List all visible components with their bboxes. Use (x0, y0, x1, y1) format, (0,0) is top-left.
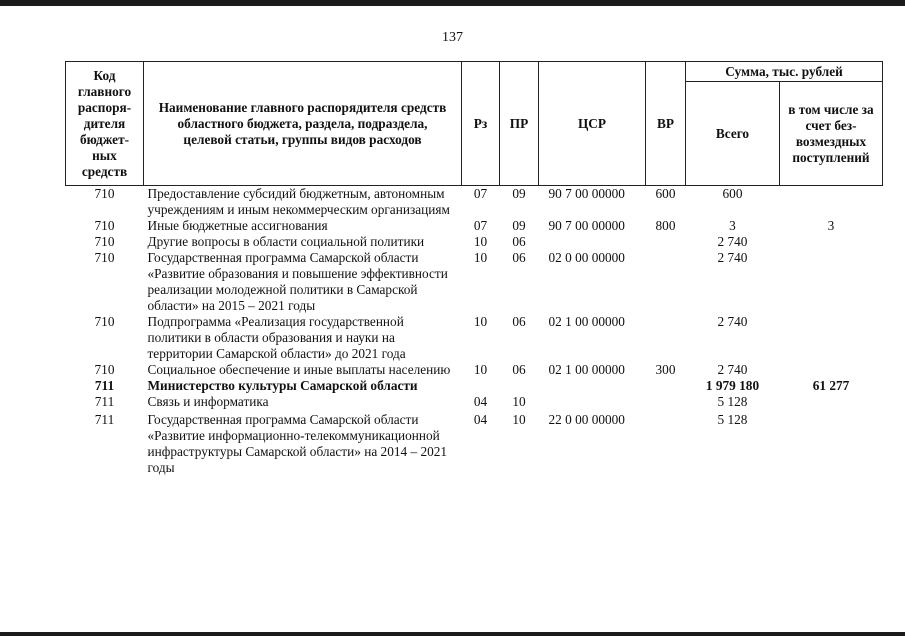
row-name: Иные бюджетные ассигнования (147, 218, 328, 233)
row-free: 3 (827, 218, 835, 233)
row-free (780, 250, 883, 314)
page-number: 137 (442, 30, 463, 45)
header-csr: ЦСР (539, 62, 646, 186)
row-code: 710 (94, 362, 115, 377)
row-name: Связь и информатика (147, 394, 269, 409)
row-pr: 06 (512, 314, 526, 329)
row-total: 600 (722, 186, 743, 201)
row-name: Предоставление субсидий бюджетным, автономным учреждениям и иным некоммерческим организациям (147, 186, 450, 217)
row-code: 710 (94, 218, 115, 233)
row-total: 2 740 (717, 314, 748, 329)
budget-table (65, 61, 883, 476)
row-code: 710 (94, 234, 115, 249)
header-total: Всего (686, 82, 780, 186)
row-code: 711 (94, 412, 115, 427)
table-row (66, 250, 883, 314)
header-pr: ПР (500, 62, 539, 186)
row-rz (462, 378, 500, 394)
row-csr: 90 7 00 00000 (548, 186, 625, 201)
row-free (780, 186, 883, 219)
row-name: Министерство культуры Самарской области (147, 378, 418, 393)
row-total: 2 740 (717, 362, 748, 377)
row-name: Подпрограмма «Реализация государственной политики в области образования и науки на территории Самарской области» до 2021 года (147, 314, 406, 361)
row-vr (646, 234, 686, 250)
row-vr (646, 250, 686, 314)
row-code: 710 (94, 250, 115, 265)
table-header (66, 62, 883, 186)
row-total: 2 740 (717, 250, 748, 265)
header-free: в том числе за счет без-возмездных поступлений (780, 82, 883, 186)
row-pr: 09 (512, 186, 526, 201)
row-vr (646, 314, 686, 362)
row-pr: 10 (512, 394, 526, 409)
row-pr (500, 378, 539, 394)
header-rz: Рз (462, 62, 500, 186)
row-name: Государственная программа Самарской области «Развитие образования и повышение эффективности реализации молодежной политики в Самарской области» на 2015 – 2021 годы (147, 250, 448, 313)
table-row (66, 186, 883, 219)
table-row (66, 410, 883, 476)
row-free (780, 314, 883, 362)
table-row (66, 378, 883, 394)
table-row (66, 314, 883, 362)
row-name: Государственная программа Самарской области «Развитие информационно-телекоммуникационной инфраструктуры Самарской области» на 2014 – 2021 годы (147, 412, 448, 475)
row-name: Другие вопросы в области социальной политики (147, 234, 425, 249)
row-free (780, 362, 883, 378)
row-rz: 10 (473, 234, 488, 249)
row-rz: 07 (473, 186, 488, 201)
row-name: Социальное обеспечение и иные выплаты населению (147, 362, 451, 377)
row-rz: 07 (473, 218, 488, 233)
row-free (780, 394, 883, 410)
row-csr: 90 7 00 00000 (548, 218, 625, 233)
row-rz: 10 (473, 362, 488, 377)
row-csr: 02 1 00 00000 (548, 314, 625, 329)
row-rz: 10 (473, 314, 488, 329)
row-total: 3 (729, 218, 736, 233)
row-csr (539, 378, 646, 394)
row-rz: 04 (473, 394, 488, 409)
row-pr: 10 (512, 412, 526, 427)
row-total: 5 128 (717, 412, 748, 427)
row-vr: 800 (655, 218, 676, 233)
table-row (66, 362, 883, 378)
row-pr: 06 (512, 234, 526, 249)
table-row (66, 234, 883, 250)
row-pr: 06 (512, 250, 526, 265)
row-rz: 10 (473, 250, 488, 265)
bottom-border (0, 632, 905, 636)
row-free (780, 234, 883, 250)
row-vr: 300 (655, 362, 676, 377)
row-csr: 22 0 00 00000 (548, 412, 625, 427)
header-name: Наименование главного распорядителя средств областного бюджета, раздела, подраздела, целевой статьи, группы видов расходов (144, 62, 462, 186)
row-csr: 02 1 00 00000 (548, 362, 625, 377)
row-csr (539, 394, 646, 410)
row-total: 5 128 (717, 394, 748, 409)
header-sum: Сумма, тыс. рублей (686, 62, 883, 82)
row-code: 711 (94, 394, 115, 409)
row-pr: 06 (512, 362, 526, 377)
row-code: 710 (94, 314, 115, 329)
row-vr: 600 (655, 186, 676, 201)
header-vr: ВР (646, 62, 686, 186)
table-body (66, 186, 883, 477)
row-vr (646, 410, 686, 476)
table-row (66, 394, 883, 410)
row-free: 61 277 (812, 378, 850, 393)
row-total: 2 740 (717, 234, 748, 249)
row-code: 710 (94, 186, 115, 201)
row-vr (646, 378, 686, 394)
row-free (780, 410, 883, 476)
header-code: Код главного распоря-дителя бюджет-ных средств (66, 62, 144, 186)
row-pr: 09 (512, 218, 526, 233)
table-row (66, 218, 883, 234)
row-code: 711 (94, 378, 115, 393)
row-csr: 02 0 00 00000 (548, 250, 625, 265)
row-csr (539, 234, 646, 250)
row-rz: 04 (473, 412, 488, 427)
row-vr (646, 394, 686, 410)
top-border (0, 0, 905, 6)
row-total: 1 979 180 (705, 378, 760, 393)
